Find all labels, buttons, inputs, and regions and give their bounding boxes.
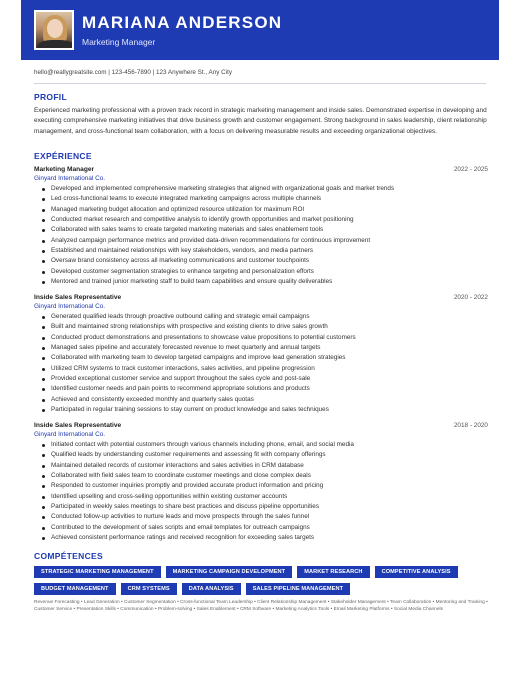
job-dates: 2020 - 2022: [453, 294, 488, 301]
contact-line: hello@reallygreatsite.com | 123-456-7890 | 123 Anywhere St., Any City: [34, 69, 232, 76]
skill-tag: MARKETING CAMPAIGN DEVELOPMENT: [166, 566, 293, 578]
job-entry-1: [34, 166, 488, 287]
bullet-item: Collaborated with sales teams to create targeted marketing materials and sales enablement tools: [34, 225, 488, 235]
skill-tag: BUDGET MANAGEMENT: [34, 583, 116, 595]
section-title-experience: EXPÉRIENCE: [34, 151, 92, 161]
skills-extra: Revenue Forecasting • Lead Generation • Customer Segmentation • Cross-functional Team Leadership • Client Relationship Management • Stakeholder Management • Team Collaboration • Mentoring and Training • Customer Service • Presentation Skills • Communication • Problem-solving • Sales Enablement • CRM Software • Marketing Analytics Tools • Email Marketing Platforms • Social Media Channels: [34, 600, 488, 613]
skills-row-2: [34, 583, 488, 595]
bullet-item: Managed marketing budget allocation and optimized resource utilization for maximum ROI: [34, 205, 488, 215]
job-bullets: [34, 184, 488, 287]
skills-row-1: [34, 566, 488, 578]
job-entry-2: [34, 294, 488, 415]
profile-text: Experienced marketing professional with a proven track record in strategic marketing management and inside sales. Demonstrated expertise in developing and executing comprehensive marketing initiatives that drive business growth and customer engagement. Strong background in sales leadership, client relationship management, and cross-functional team collaboration, with a focus on delivering measurable results and exceeding organizational objectives.: [34, 107, 487, 135]
section-title-profile: PROFIL: [34, 92, 67, 102]
bullet-item: Established and maintained relationships with key stakeholders, vendors, and media partners: [34, 246, 488, 256]
skill-tag: CRM SYSTEMS: [121, 583, 177, 595]
job-title: Inside Sales Representative: [34, 422, 122, 429]
bullet-item: Collaborated with field sales team to coordinate customer meetings and close complex deals: [34, 471, 488, 481]
divider: [34, 83, 486, 84]
bullet-item: Responded to customer inquiries promptly and provided accurate product information and pricing: [34, 481, 488, 491]
job-entry-3: [34, 422, 488, 543]
bullet-item: Oversaw brand consistency across all marketing communications and customer touchpoints: [34, 256, 488, 266]
job-dates: 2022 - 2025: [453, 166, 488, 173]
bullet-item: Provided exceptional customer service and support throughout the sales cycle and post-sale: [34, 374, 488, 384]
header-banner: [21, 0, 499, 60]
bullet-item: Led cross-functional teams to execute integrated marketing campaigns across multiple channels: [34, 194, 488, 204]
skill-tag: SALES PIPELINE MANAGEMENT: [246, 583, 350, 595]
bullet-item: Qualified leads by understanding customer requirements and assessing fit with company offerings: [34, 450, 488, 460]
job-title: Marketing Manager: [34, 166, 95, 173]
bullet-item: Developed customer segmentation strategies to enhance targeting and personalization efforts: [34, 267, 488, 277]
bullet-item: Conducted follow-up activities to nurture leads and move prospects through the sales funnel: [34, 512, 488, 522]
skill-tag: MARKET RESEARCH: [297, 566, 369, 578]
job-company: Ginyard International Co.: [34, 303, 106, 310]
candidate-name: MARIANA ANDERSON: [82, 13, 283, 32]
bullet-item: Mentored and trained junior marketing staff to build team capabilities and ensure quality deliverables: [34, 277, 488, 287]
bullet-item: Participated in weekly sales meetings to share best practices and discuss pipeline opportunities: [34, 502, 488, 512]
bullet-item: Built and maintained strong relationships with prospective and existing clients to drive sales growth: [34, 322, 488, 332]
section-title-skills: COMPÉTENCES: [34, 551, 103, 561]
bullet-item: Developed and implemented comprehensive marketing strategies that aligned with organizational goals and market trends: [34, 184, 488, 194]
job-company: Ginyard International Co.: [34, 431, 106, 438]
job-title: Inside Sales Representative: [34, 294, 122, 301]
bullet-item: Initiated contact with potential customers through various channels including phone, email, and social media: [34, 440, 488, 450]
skill-tag: DATA ANALYSIS: [182, 583, 241, 595]
bullet-item: Achieved and consistently exceeded monthly and quarterly sales quotas: [34, 395, 488, 405]
bullet-item: Achieved consistent performance ratings and received recognition for exceeding sales targets: [34, 533, 488, 543]
bullet-item: Identified upselling and cross-selling opportunities within existing customer accounts: [34, 492, 488, 502]
profile-photo: [34, 10, 74, 50]
bullet-item: Identified customer needs and pain points to recommend appropriate solutions and products: [34, 384, 488, 394]
skill-tag: STRATEGIC MARKETING MANAGEMENT: [34, 566, 161, 578]
job-dates: 2018 - 2020: [453, 422, 488, 429]
job-bullets: [34, 312, 488, 415]
bullet-item: Analyzed campaign performance metrics and provided data-driven recommendations for continuous improvement: [34, 236, 488, 246]
bullet-item: Utilized CRM systems to track customer interactions, sales activities, and pipeline progression: [34, 364, 488, 374]
bullet-item: Collaborated with marketing team to develop targeted campaigns and improve lead generation strategies: [34, 353, 488, 363]
skill-tag: COMPETITIVE ANALYSIS: [375, 566, 458, 578]
bullet-item: Maintained detailed records of customer interactions and sales activities in CRM database: [34, 461, 488, 471]
job-bullets: [34, 440, 488, 543]
bullet-item: Contributed to the development of sales scripts and email templates for outreach campaigns: [34, 523, 488, 533]
bullet-item: Participated in regular training sessions to stay current on product knowledge and sales techniques: [34, 405, 488, 415]
job-company: Ginyard International Co.: [34, 175, 106, 182]
skills-tags: [34, 566, 488, 600]
bullet-item: Managed sales pipeline and accurately forecasted revenue to meet quarterly and annual targets: [34, 343, 488, 353]
candidate-role: Marketing Manager: [82, 37, 156, 47]
bullet-item: Generated qualified leads through proactive outbound calling and strategic email campaigns: [34, 312, 488, 322]
bullet-item: Conducted product demonstrations and presentations to showcase value propositions to potential customers: [34, 333, 488, 343]
bullet-item: Conducted market research and competitive analysis to identify growth opportunities and market positioning: [34, 215, 488, 225]
